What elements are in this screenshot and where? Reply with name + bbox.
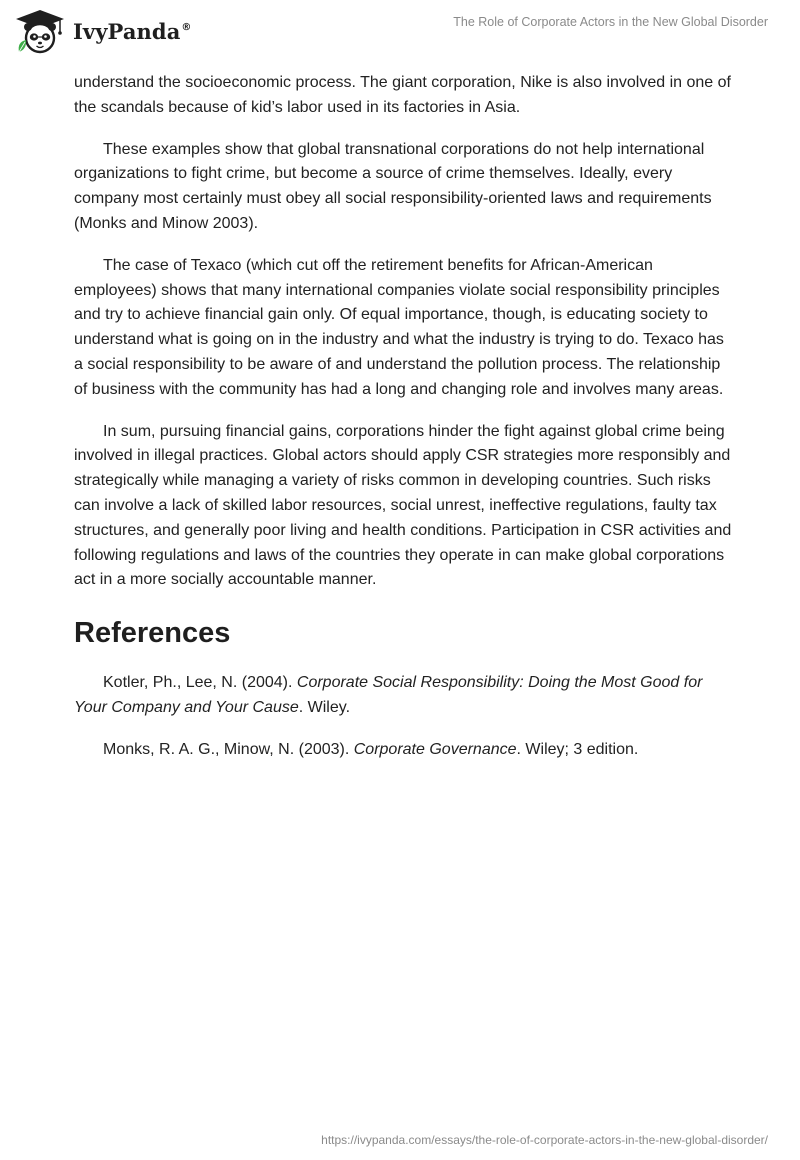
paragraph: The case of Texaco (which cut off the retirement benefits for African-American employees) shows that many international companies violate social responsibility principles and try to achieve financial gain only. Of equal importance, though, is educating society to understand what is going on in the industry and what the industry is trying to do. Texaco has a social responsibility to be aware of and understand the pollution process. The relationship of business with the community has had a long and changing role and involves many areas. [74, 256, 724, 398]
reference-publisher: . Wiley. [298, 698, 351, 716]
essay-content [74, 71, 734, 780]
brand-name: IvyPanda® [73, 18, 192, 44]
reference-item [74, 738, 734, 763]
ivypanda-logo[interactable] [14, 8, 192, 54]
paragraph: These examples show that global transnational corporations do not help international organizations to fight crime, but become a source of crime themselves. Ideally, every company most certainly must obey all social responsibility-oriented laws and requirements (Monks and Minow 2003). [74, 140, 712, 232]
paragraph-continuation: understand the socioeconomic process. The giant corporation, Nike is also involved in one of the scandals because of kid’s labor used in its factories in Asia. [74, 74, 731, 116]
reference-publisher: . Wiley; 3 edition. [516, 740, 639, 758]
page-header [0, 0, 800, 62]
source-url[interactable]: https://ivypanda.com/essays/the-role-of-corporate-actors-in-the-new-global-disorder/ [321, 1133, 768, 1147]
reference-authors: Monks, R. A. G., Minow, N. (2003). [103, 740, 354, 758]
references-heading: References [74, 617, 231, 650]
reference-title: Corporate Social Responsibility: Doing the Most Good for Your Company and Your Cause [74, 674, 703, 716]
reference-authors: Kotler, Ph., Lee, N. (2004). [103, 674, 297, 692]
reference-item [74, 671, 734, 721]
paragraph: In sum, pursuing financial gains, corporations hinder the fight against global crime being involved in illegal practices. Global actors should apply CSR strategies more responsibly and strategically while managing a variety of risks common in developing countries. Such risks can involve a lack of skilled labor resources, social unrest, ineffective regulations, faulty tax structures, and generally poor living and health conditions. Participation in CSR activities and following regulations and laws of the countries they operate in can make global corporations act in a more socially accountable manner. [74, 422, 732, 589]
reference-title: Corporate Governance [353, 740, 517, 758]
document-title: The Role of Corporate Actors in the New Global Disorder [453, 15, 768, 29]
panda-graduate-icon [14, 8, 66, 54]
